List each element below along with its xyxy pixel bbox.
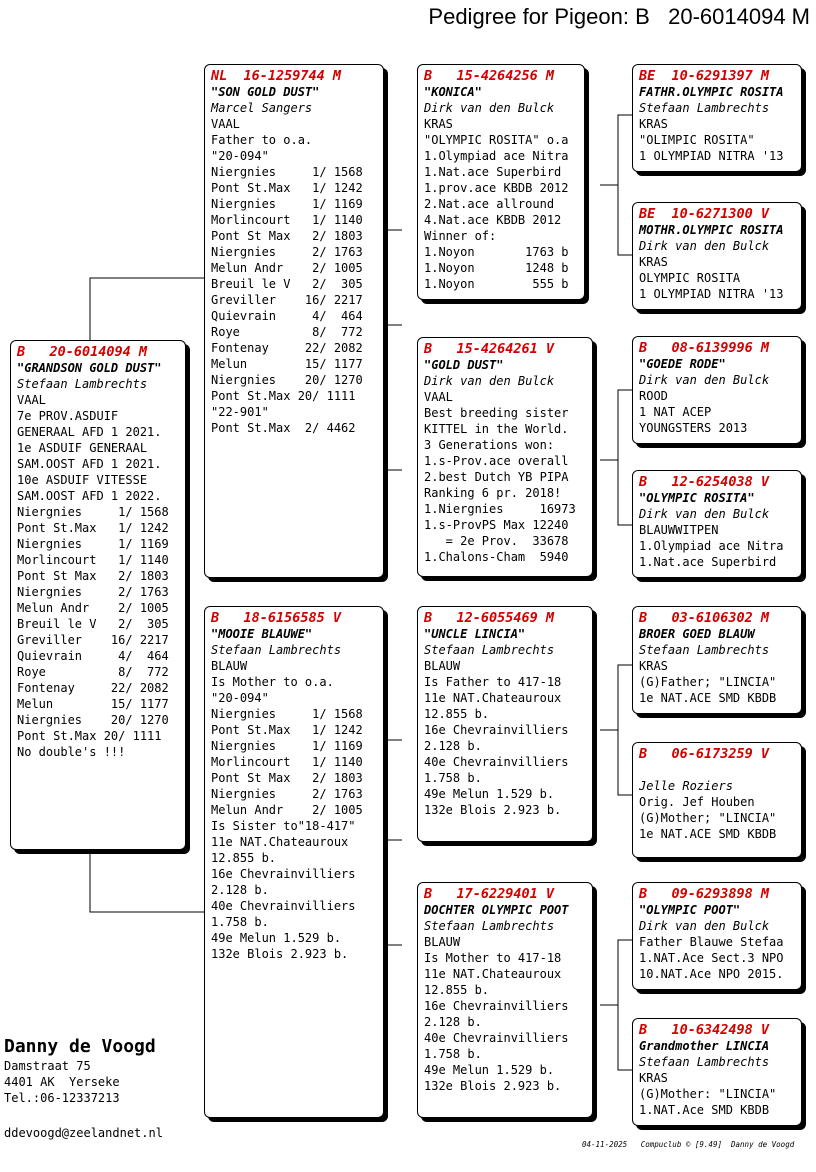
info-line: Niergnies 1/ 1568 (17, 505, 169, 519)
info-line: (G)Father; "LINCIA" (639, 675, 777, 689)
info-line: KRAS (639, 117, 668, 131)
info-line: ROOD (639, 389, 668, 403)
info-line: Winner of: (424, 229, 497, 243)
info-line: BLAUW (424, 935, 461, 949)
info-line: VAAL (211, 117, 240, 131)
info-line: Pont St.Max 2/ 4462 (211, 421, 356, 435)
ring-number: BE 10-6291397 M (639, 68, 770, 84)
info-line: 1.Chalons-Cham 5940 (424, 550, 569, 564)
info-line: BLAUWWITPEN (639, 523, 719, 537)
pigeon-name: DOCHTER OLYMPIC POOT (424, 903, 569, 917)
breeder-name: Dirk van den Bulck (424, 101, 555, 115)
info-line: Is Mother to o.a. (211, 675, 334, 689)
breeder-name: Jelle Roziers (639, 779, 733, 793)
owner-phone: Tel.:06-12337213 (4, 1091, 120, 1105)
info-line: 1.Nat.ace Superbird (639, 555, 777, 569)
info-line: 10.NAT.Ace NPO 2015. (639, 967, 784, 981)
info-line: "20-094" (211, 691, 269, 705)
info-line: Pont St Max 2/ 1803 (211, 229, 363, 243)
info-line: BLAUW (211, 659, 248, 673)
info-line: 49e Melun 1.529 b. (424, 787, 555, 801)
ring-number: B 03-6106302 M (639, 610, 770, 626)
info-line: Father Blauwe Stefaa (639, 935, 784, 949)
ring-number: B 06-6173259 V (639, 746, 770, 762)
pigeon-name: "KONICA" (424, 85, 482, 99)
info-line: Melun 15/ 1177 (211, 357, 363, 371)
pigeon-card-ds-dam (632, 742, 802, 858)
ring-number: B 09-6293898 M (639, 886, 770, 902)
info-line: 1.Olympiad ace Nitra (639, 539, 784, 553)
breeder-name: Stefaan Lambrechts (639, 101, 770, 115)
info-line: 12.855 b. (424, 707, 490, 721)
pigeon-name: "GOLD DUST" (424, 358, 504, 372)
info-line: Niergnies 20/ 1270 (211, 373, 363, 387)
info-line: 2.128 b. (424, 739, 482, 753)
pigeon-name: "OLYMPIC POOT" (639, 903, 741, 917)
breeder-name: Dirk van den Bulck (639, 919, 770, 933)
info-line: Niergnies 1/ 1169 (17, 537, 169, 551)
info-line: KRAS (639, 1071, 668, 1085)
info-line: 1.s-Prov.ace overall (424, 454, 569, 468)
ring-number: B 18-6156585 V (211, 610, 342, 626)
info-line: No double's !!! (17, 745, 126, 759)
pigeon-card-sire (204, 64, 384, 578)
info-line: 1 OLYMPIAD NITRA '13 (639, 287, 784, 301)
info-line: Pont St.Max 1/ 1242 (211, 181, 363, 195)
info-line: 2.128 b. (211, 883, 269, 897)
info-line: 12.855 b. (211, 851, 277, 865)
pigeon-name: "GOEDE RODE" (639, 357, 726, 371)
info-line: Orig. Jef Houben (639, 795, 755, 809)
info-line: VAAL (17, 393, 46, 407)
owner-block (4, 1036, 156, 1106)
info-line: Niergnies 1/ 1169 (211, 739, 363, 753)
ring-number: B 08-6139996 M (639, 340, 770, 356)
pigeon-name: BROER GOED BLAUW (639, 627, 755, 641)
breeder-name: Dirk van den Bulck (639, 373, 770, 387)
info-line: 1.Nat.ace Superbird (424, 165, 562, 179)
info-line: Niergnies 2/ 1763 (211, 787, 363, 801)
info-line: GENERAAL AFD 1 2021. (17, 425, 162, 439)
pigeon-card-sire-sire (417, 64, 585, 300)
info-line: 1.Noyon 1248 b (424, 261, 569, 275)
pigeon-card-ds-sire (632, 606, 802, 714)
info-line: "OLIMPIC ROSITA" (639, 133, 755, 147)
pigeon-card-sire-dam (417, 337, 593, 577)
ring-number: B 17-6229401 V (424, 886, 555, 902)
info-line: Pont St Max 2/ 1803 (211, 771, 363, 785)
info-line: SAM.OOST AFD 1 2021. (17, 457, 162, 471)
info-line: Quievrain 4/ 464 (211, 309, 363, 323)
info-line: Melun Andr 2/ 1005 (211, 261, 363, 275)
breeder-name: Stefaan Lambrechts (17, 377, 148, 391)
info-line: Morlincourt 1/ 1140 (211, 755, 363, 769)
info-line: 16e Chevrainvilliers (424, 723, 569, 737)
info-line: YOUNGSTERS 2013 (639, 421, 748, 435)
pigeon-name: "SON GOLD DUST" (211, 85, 320, 99)
footer-credit: 04-11-2025 Compuclub © [9.49] Danny de Voogd (582, 1140, 795, 1149)
pigeon-name (639, 762, 795, 778)
info-line: KRAS (424, 117, 453, 131)
info-line: Niergnies 2/ 1763 (17, 585, 169, 599)
info-line: 1e NAT.ACE SMD KBDB (639, 691, 777, 705)
info-line: 49e Melun 1.529 b. (211, 931, 342, 945)
info-line: 132e Blois 2.923 b. (424, 803, 562, 817)
info-line: KRAS (639, 255, 668, 269)
info-line: Father to o.a. (211, 133, 313, 147)
pigeon-card-ss-sire (632, 64, 802, 172)
info-line: (G)Mother; "LINCIA" (639, 811, 777, 825)
info-line: Greviller 16/ 2217 (211, 293, 363, 307)
breeder-name: Stefaan Lambrechts (424, 919, 555, 933)
ring-number: B 15-4264256 M (424, 68, 555, 84)
pigeon-name: MOTHR.OLYMPIC ROSITA (639, 223, 784, 237)
pigeon-card-dd-dam (632, 1018, 802, 1126)
pigeon-name: "MOOIE BLAUWE" (211, 627, 313, 641)
info-line: OLYMPIC ROSITA (639, 271, 741, 285)
pigeon-card-subject (10, 340, 186, 850)
info-line: 2.Nat.ace allround (424, 197, 555, 211)
pigeon-card-dam-sire (417, 606, 593, 842)
pigeon-name: Grandmother LINCIA (639, 1039, 770, 1053)
info-line: KITTEL in the World. (424, 422, 569, 436)
info-line: KRAS (639, 659, 668, 673)
ring-number: NL 16-1259744 M (211, 68, 342, 84)
info-line: 1.758 b. (424, 771, 482, 785)
pigeon-name: "UNCLE LINCIA" (424, 627, 526, 641)
info-line: 1.Noyon 555 b (424, 277, 569, 291)
info-line: 2.best Dutch YB PIPA (424, 470, 569, 484)
info-line: 7e PROV.ASDUIF (17, 409, 119, 423)
info-line: "22-901" (211, 405, 269, 419)
info-line: 49e Melun 1.529 b. (424, 1063, 555, 1077)
info-line: 1.prov.ace KBDB 2012 (424, 181, 569, 195)
pigeon-name: "GRANDSON GOLD DUST" (17, 361, 162, 375)
info-line: 1.Noyon 1763 b (424, 245, 569, 259)
ring-number: B 15-4264261 V (424, 341, 555, 357)
info-line: 1.Niergnies 16973 (424, 502, 576, 516)
breeder-name: Dirk van den Bulck (424, 374, 555, 388)
info-line: Breuil le V 2/ 305 (211, 277, 363, 291)
info-line: Pont St.Max 20/ 1111 (17, 729, 162, 743)
info-line: 1 OLYMPIAD NITRA '13 (639, 149, 784, 163)
info-line: 11e NAT.Chateauroux (424, 967, 562, 981)
owner-street: Damstraat 75 (4, 1059, 91, 1073)
breeder-name: Stefaan Lambrechts (639, 643, 770, 657)
info-line: "OLYMPIC ROSITA" o.a (424, 133, 569, 147)
info-line: Melun Andr 2/ 1005 (211, 803, 363, 817)
pigeon-card-dd-sire (632, 882, 802, 990)
breeder-name: Marcel Sangers (211, 101, 313, 115)
info-line: Pont St.Max 1/ 1242 (211, 723, 363, 737)
breeder-name: Dirk van den Bulck (639, 239, 770, 253)
info-line: 40e Chevrainvilliers (211, 899, 356, 913)
info-line: "20-094" (211, 149, 269, 163)
info-line: 1.Olympiad ace Nitra (424, 149, 569, 163)
info-line: 1.758 b. (424, 1047, 482, 1061)
owner-email[interactable]: ddevoogd@zeelandnet.nl (4, 1126, 163, 1140)
info-line: (G)Mother: "LINCIA" (639, 1087, 777, 1101)
info-line: Is Sister to"18-417" (211, 819, 356, 833)
breeder-name: Stefaan Lambrechts (639, 1055, 770, 1069)
info-line: Ranking 6 pr. 2018! (424, 486, 562, 500)
info-line: 132e Blois 2.923 b. (424, 1079, 562, 1093)
info-line: 132e Blois 2.923 b. (211, 947, 349, 961)
owner-city: 4401 AK Yerseke (4, 1075, 120, 1089)
breeder-name: Dirk van den Bulck (639, 507, 770, 521)
info-line: 16e Chevrainvilliers (424, 999, 569, 1013)
owner-name: Danny de Voogd (4, 1036, 156, 1057)
info-line: Best breeding sister (424, 406, 569, 420)
breeder-name: Stefaan Lambrechts (211, 643, 342, 657)
info-line: Quievrain 4/ 464 (17, 649, 169, 663)
pigeon-card-sd-dam (632, 470, 802, 578)
info-line: 40e Chevrainvilliers (424, 1031, 569, 1045)
info-line: 11e NAT.Chateauroux (211, 835, 349, 849)
info-line: 40e Chevrainvilliers (424, 755, 569, 769)
info-line: BLAUW (424, 659, 461, 673)
info-line: 11e NAT.Chateauroux (424, 691, 562, 705)
info-line: 16e Chevrainvilliers (211, 867, 356, 881)
info-line: Pont St.Max 1/ 1242 (17, 521, 169, 535)
info-line: 1e NAT.ACE SMD KBDB (639, 827, 777, 841)
info-line: Melun Andr 2/ 1005 (17, 601, 169, 615)
info-line: 4.Nat.ace KBDB 2012 (424, 213, 562, 227)
info-line: Niergnies 20/ 1270 (17, 713, 169, 727)
info-line: Roye 8/ 772 (211, 325, 363, 339)
info-line: Pont St.Max 20/ 1111 (211, 389, 356, 403)
info-line: 1.s-ProvPS Max 12240 (424, 518, 569, 532)
info-line: Fontenay 22/ 2082 (211, 341, 363, 355)
info-line: Melun 15/ 1177 (17, 697, 169, 711)
breeder-name: Stefaan Lambrechts (424, 643, 555, 657)
info-line: 1.758 b. (211, 915, 269, 929)
info-line: Pont St Max 2/ 1803 (17, 569, 169, 583)
ring-number: BE 10-6271300 V (639, 206, 770, 222)
info-line: Morlincourt 1/ 1140 (17, 553, 169, 567)
ring-number: B 10-6342498 V (639, 1022, 770, 1038)
info-line: 1e ASDUIF GENERAAL (17, 441, 148, 455)
info-line: Fontenay 22/ 2082 (17, 681, 169, 695)
info-line: Niergnies 2/ 1763 (211, 245, 363, 259)
info-line: = 2e Prov. 33678 (424, 534, 569, 548)
info-line: 1 NAT ACEP (639, 405, 712, 419)
info-line: 10e ASDUIF VITESSE (17, 473, 148, 487)
pigeon-name: FATHR.OLYMPIC ROSITA (639, 85, 784, 99)
pigeon-card-ss-dam (632, 202, 802, 310)
ring-number: B 20-6014094 M (17, 344, 148, 360)
info-line: SAM.OOST AFD 1 2022. (17, 489, 162, 503)
info-line: VAAL (424, 390, 453, 404)
info-line: Greviller 16/ 2217 (17, 633, 169, 647)
pigeon-card-dam-dam (417, 882, 593, 1118)
info-line: Niergnies 1/ 1568 (211, 165, 363, 179)
info-line: Roye 8/ 772 (17, 665, 169, 679)
info-line: Niergnies 1/ 1169 (211, 197, 363, 211)
info-line: Niergnies 1/ 1568 (211, 707, 363, 721)
info-line: 2.128 b. (424, 1015, 482, 1029)
page-title: Pedigree for Pigeon: B 20-6014094 M (428, 4, 810, 29)
ring-number: B 12-6055469 M (424, 610, 555, 626)
pigeon-name: "OLYMPIC ROSITA" (639, 491, 755, 505)
info-line: 3 Generations won: (424, 438, 555, 452)
ring-number: B 12-6254038 V (639, 474, 770, 490)
info-line: Is Father to 417-18 (424, 675, 562, 689)
pigeon-card-sd-sire (632, 336, 802, 444)
info-line: Breuil le V 2/ 305 (17, 617, 169, 631)
info-line: Morlincourt 1/ 1140 (211, 213, 363, 227)
info-line: Is Mother to 417-18 (424, 951, 562, 965)
info-line: 1.NAT.Ace SMD KBDB (639, 1103, 770, 1117)
info-line: 12.855 b. (424, 983, 490, 997)
info-line: 1.NAT.Ace Sect.3 NPO (639, 951, 784, 965)
pigeon-card-dam (204, 606, 384, 1118)
